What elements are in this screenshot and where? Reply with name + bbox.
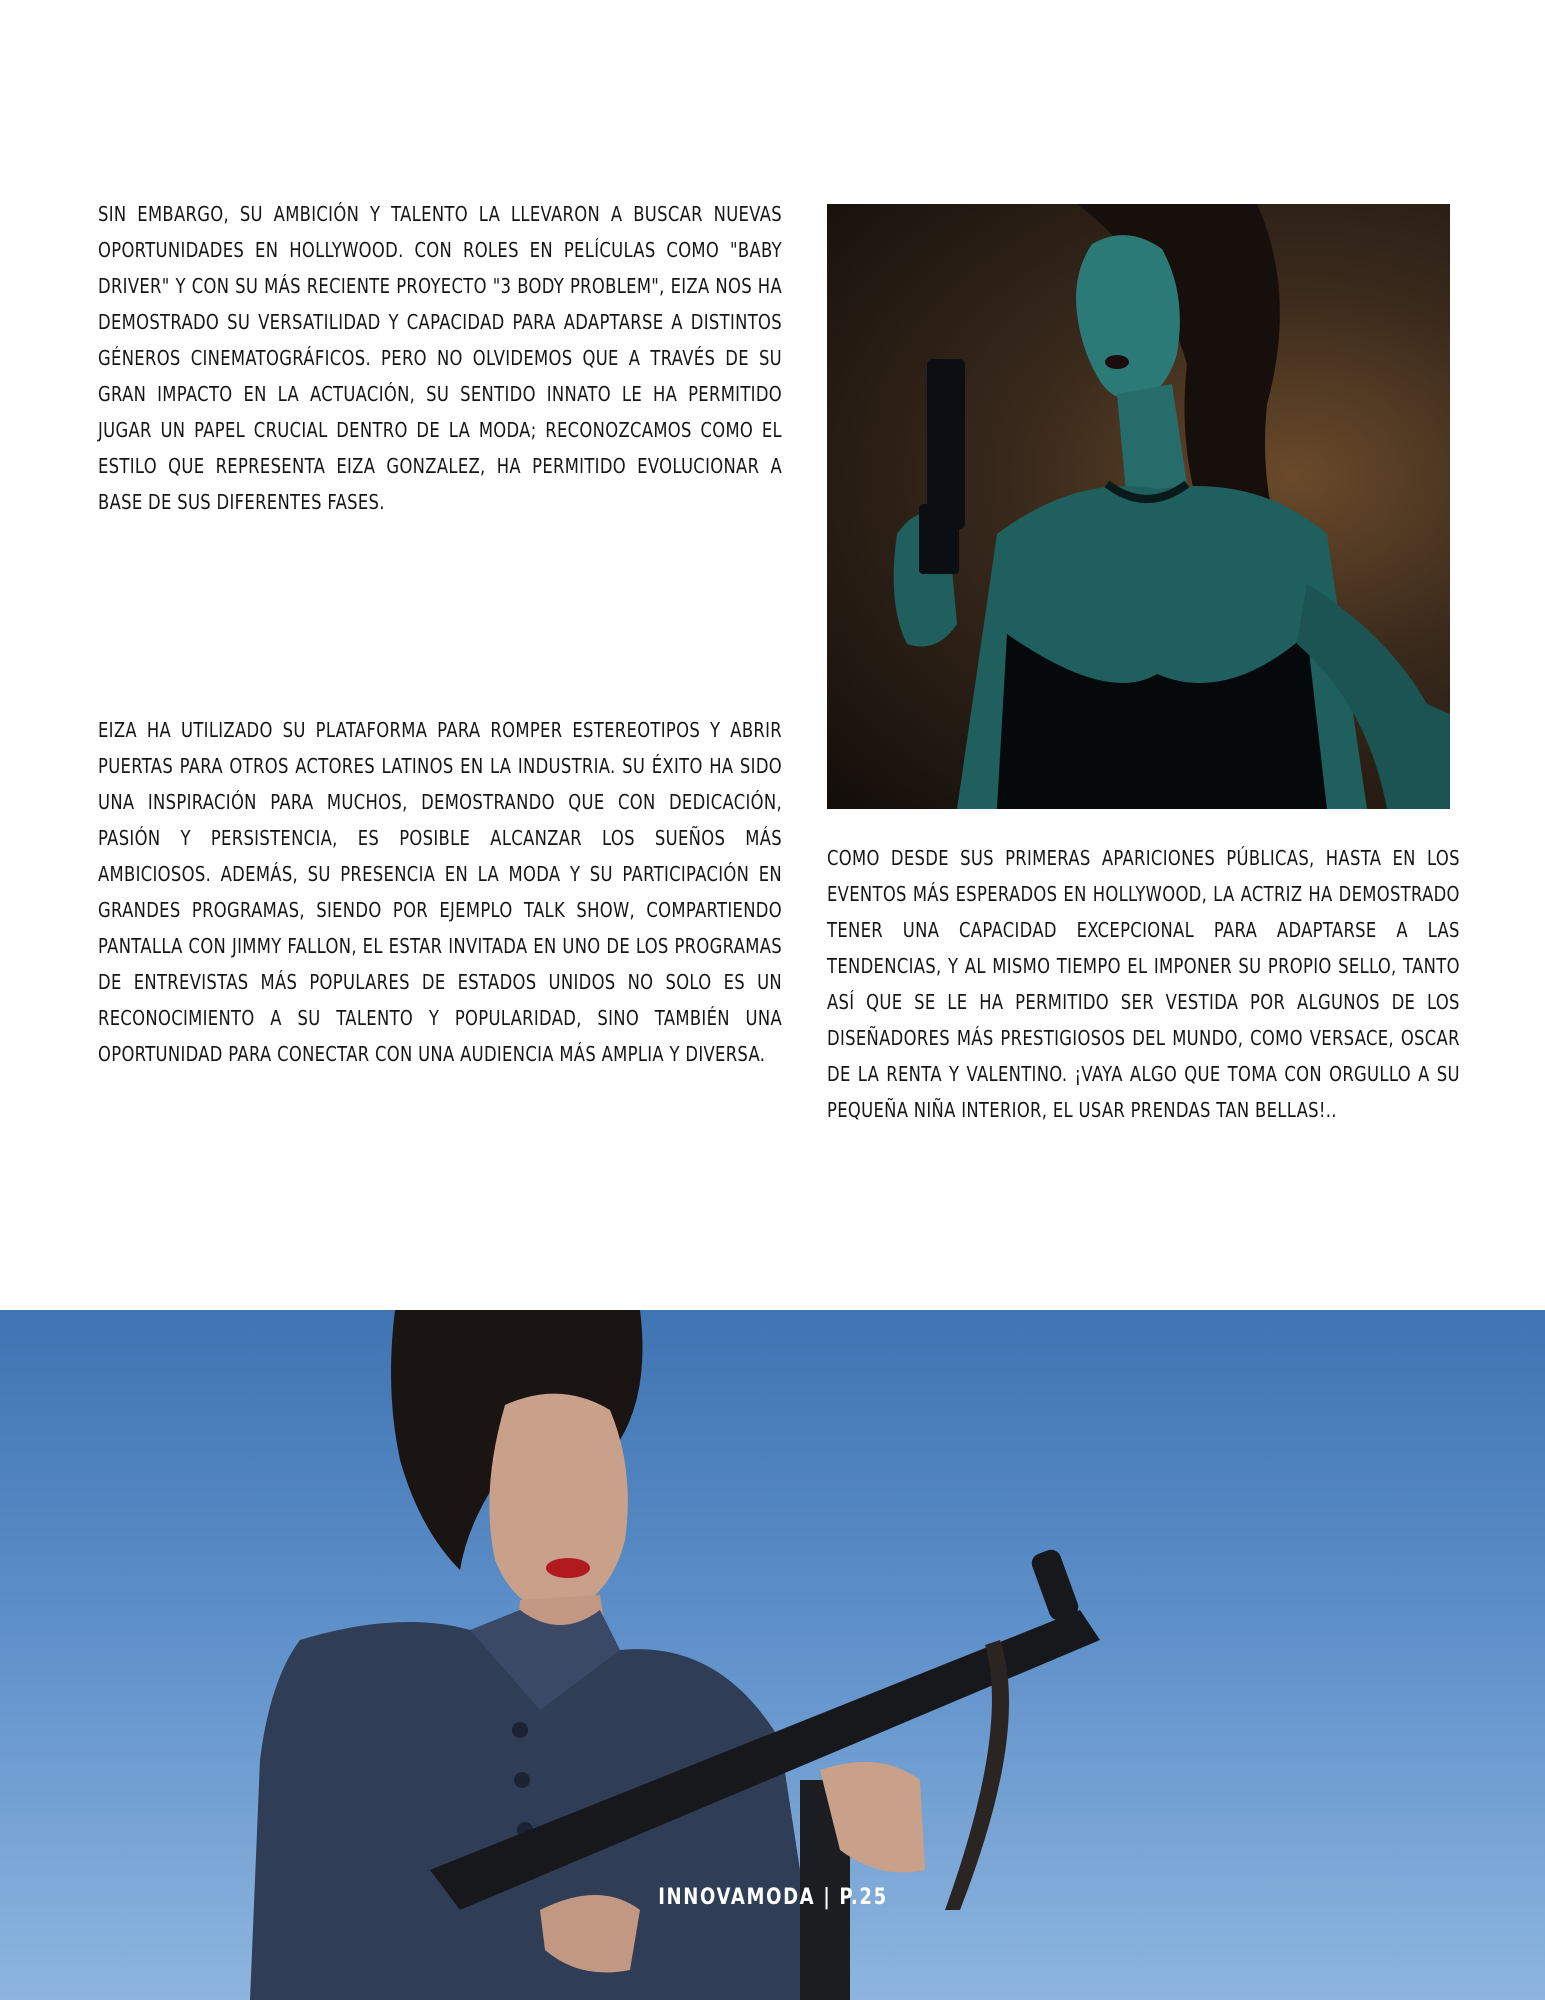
footer-label: INNOVAMODA | P.25 [657,1885,888,1910]
article-paragraph-2: EIZA HA UTILIZADO SU PLATAFORMA PARA ROMPER ESTEREOTIPOS Y ABRIR PUERTAS PARA OTROS ACTORES LATINOS EN LA INDUSTRIA. SU ÉXITO HA SIDO UNA INSPIRACIÓN PARA MUCHOS, DEMOSTRANDO QUE CON DEDICACIÓN, PASIÓN Y PERSISTENCIA, ES POSIBLE ALCANZAR LOS SUEÑOS MÁS AMBICIOSOS. ADEMÁS, SU PRESENCIA EN LA MODA Y SU PARTICIPACIÓN EN GRANDES PROGRAMAS, SIENDO POR EJEMPLO TALK SHOW, COMPARTIENDO PANTALLA CON JIMMY FALLON, EL ESTAR INVITADA EN UNO DE LOS PROGRAMAS DE ENTREVISTAS MÁS POPULARES DE ESTADOS UNIDOS NO SOLO ES UN RECONOCIMIENTO A SU TALENTO Y POPULARIDAD, SINO TAMBIÉN UNA OPORTUNIDAD PARA CONECTAR CON UNA AUDIENCIA MÁS AMPLIA Y DIVERSA. [98,718,782,1066]
article-paragraph-1: SIN EMBARGO, SU AMBICIÓN Y TALENTO LA LLEVARON A BUSCAR NUEVAS OPORTUNIDADES EN HOLLYWOOD. CON ROLES EN PELÍCULAS COMO "BABY DRIVER" Y CON SU MÁS RECIENTE PROYECTO "3 BODY PROBLEM", EIZA NOS HA DEMOSTRADO SU VERSATILIDAD Y CAPACIDAD PARA ADAPTARSE A DISTINTOS GÉNEROS CINEMATOGRÁFICOS. PERO NO OLVIDEMOS QUE A TRAVÉS DE SU GRAN IMPACTO EN LA ACTUACIÓN, SU SENTIDO INNATO LE HA PERMITIDO JUGAR UN PAPEL CRUCIAL DENTRO DE LA MODA; RECONOZCAMOS COMO EL ESTILO QUE REPRESENTA EIZA GONZALEZ, HA PERMITIDO EVOLUCIONAR A BASE DE SUS DIFERENTES FASES. [98,202,782,514]
portrait-photo-illustration [827,204,1450,809]
page-footer [0,1885,1545,1910]
portrait-photo [827,204,1450,809]
article-paragraph-3: COMO DESDE SUS PRIMERAS APARICIONES PÚBLICAS, HASTA EN LOS EVENTOS MÁS ESPERADOS EN HOLLYWOOD, LA ACTRIZ HA DEMOSTRADO TENER UNA CAPACIDAD EXCEPCIONAL PARA ADAPTARSE A LAS TENDENCIAS, Y AL MISMO TIEMPO EL IMPONER SU PROPIO SELLO, TANTO ASÍ QUE SE LE HA PERMITIDO SER VESTIDA POR ALGUNOS DE LOS DISEÑADORES MÁS PRESTIGIOSOS DEL MUNDO, COMO VERSACE, OSCAR DE LA RENTA Y VALENTINO. ¡VAYA ALGO QUE TOMA CON ORGULLO A SU PEQUEÑA NIÑA INTERIOR, EL USAR PRENDAS TAN BELLAS!.. [827,846,1460,1122]
